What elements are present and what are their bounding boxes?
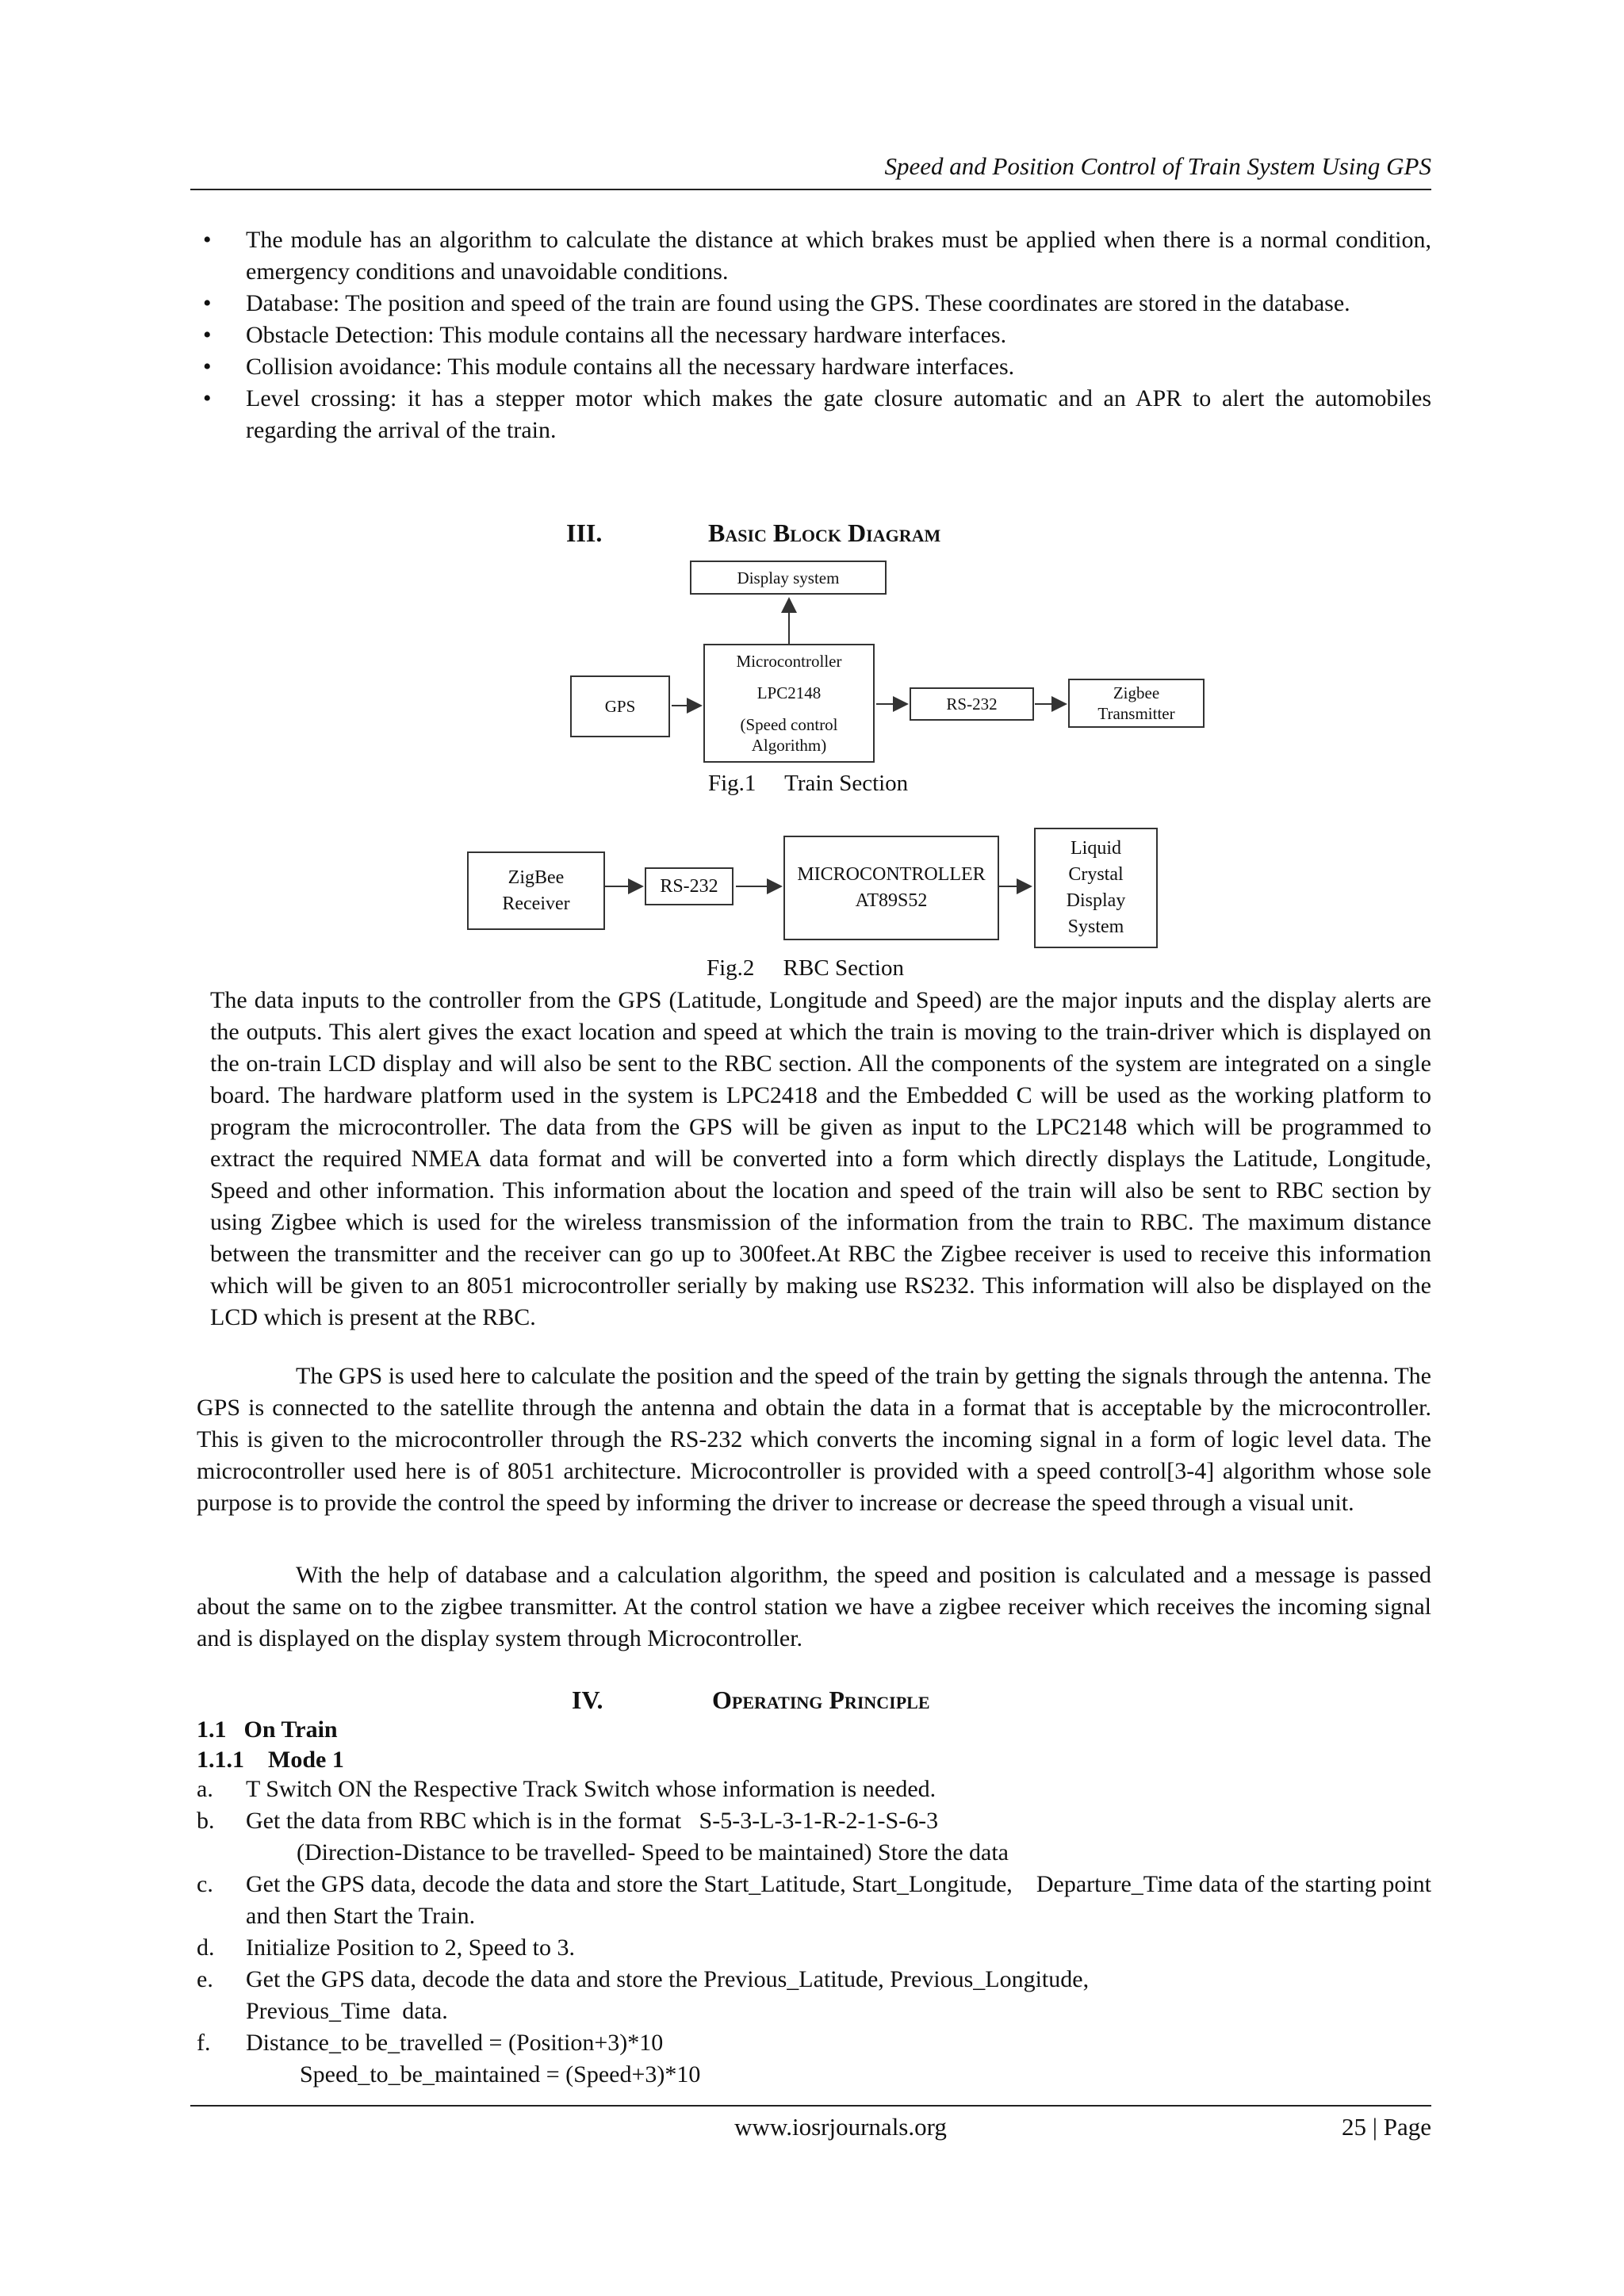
paragraph-calculation: With the help of database and a calculation algorithm, the speed and position is calculated and a message is passed about the same on to the zigbee transmitter. At the control station we have a zigbee receiver which receives the incoming signal and is displayed on the display system through Microcontroller.	[197, 1562, 1431, 1651]
step-item: c. Get the GPS data, decode the data and store the Start_Latitude, Start_Longitude, Departure_Time data of the starting point and then Start the Train.	[197, 1871, 1438, 1929]
mode1-steps-list	[197, 1774, 1438, 2091]
step-item: d. Initialize Position to 2, Speed to 3.	[197, 1934, 575, 1961]
bullet-item: • Collision avoidance: This module contains all the necessary hardware interfaces.	[198, 351, 1431, 383]
bullet-item: • Obstacle Detection: This module contains all the necessary hardware interfaces.	[198, 320, 1431, 351]
subsubsection-heading: 1.1.1 Mode 1	[197, 1747, 344, 1773]
bullet-item: • Database: The position and speed of the train are found using the GPS. These coordinates are stored in the database.	[198, 288, 1431, 320]
section-title: Operating Principle	[712, 1686, 930, 1714]
paragraph-gps-description: The GPS is used here to calculate the position and the speed of the train by getting the signals through the antenna. The GPS is connected to the satellite through the antenna and obtain the data in a format that is acceptable by the microcontroller. This is given to the microcontroller through the RS-232 which converts the incoming signal in a form of logic level data. The microcontroller used here is of 8051 architecture. Microcontroller is provided with a speed control[3-4] algorithm whose sole purpose is to provide the control the speed by informing the driver to increase or decrease the speed through a visual unit.	[197, 1363, 1431, 1516]
step-item: f. Distance_to be_travelled = (Position+3)*10 Speed_to_be_maintained = (Speed+3)*10	[197, 2030, 701, 2087]
bullet-item: • Level crossing: it has a stepper motor which makes the gate closure automatic and an APR to alert the automobiles regarding the arrival of the train.	[198, 383, 1431, 446]
microcontroller-lpc2148-block: Microcontroller LPC2148 (Speed control Algorithm)	[703, 644, 875, 763]
paragraph-system-overview: The data inputs to the controller from the GPS (Latitude, Longitude and Speed) are the major inputs and the display alerts are the outputs. This alert gives the exact location and speed at which the train is moving to the train-driver which is displayed on the on-train LCD display and will also be sent to the RBC section. All the components of the system are integrated on a single board. The hardware platform used in the system is LPC2418 and the Embedded C will be used as the working platform to program the microcontroller. The data from the GPS will be given as input to the LPC2148 which will be programmed to extract the required NMEA data format and will be converted into a form which directly displays the Latitude, Longitude, Speed and other information. This information about the location and speed of the train will also be sent to RBC section by using Zigbee which is used for the wireless transmission of the information from the train to RBC. The maximum distance between the transmitter and the receiver can go up to 300feet.At RBC the Zigbee receiver is used to receive this information which will be given to an 8051 microcontroller serially by making use RS232. This information will also be displayed on the LCD which is present at the RBC.	[210, 987, 1431, 1330]
bullet-dot-icon: •	[203, 354, 212, 380]
running-header: Speed and Position Control of Train System Using GPS	[884, 152, 1431, 180]
lcd-system-block: Liquid Crystal Display System	[1034, 828, 1158, 948]
section-number: IV.	[572, 1686, 603, 1714]
step-item: b. Get the data from RBC which is in the format S-5-3-L-3-1-R-2-1-S-6-3 (Direction-Distance to be travelled- Speed to be maintained) Store the data	[197, 1808, 1009, 1866]
step-item: a. T Switch ON the Respective Track Switch whose information is needed.	[197, 1776, 936, 1802]
bullet-dot-icon: •	[203, 227, 212, 253]
display-system-block: Display system	[690, 561, 887, 595]
rs232-block: RS-232	[910, 687, 1034, 721]
gps-block: GPS	[570, 675, 670, 737]
bullet-dot-icon: •	[203, 385, 212, 411]
footer-rule	[190, 2105, 1431, 2107]
rs232-block: RS-232	[645, 867, 733, 905]
step-item: e. Get the GPS data, decode the data and store the Previous_Latitude, Previous_Longitude, Previous_Time data.	[197, 1966, 1090, 2024]
bullet-dot-icon: •	[203, 290, 212, 316]
fig1-caption: Fig.1 Train Section	[708, 771, 909, 796]
microcontroller-at89s52-block: MICROCONTROLLER AT89S52	[783, 836, 999, 940]
zigbee-transmitter-block: Zigbee Transmitter	[1068, 679, 1205, 728]
subsection-heading: 1.1 On Train	[197, 1716, 338, 1743]
footer-url: www.iosrjournals.org	[734, 2113, 947, 2141]
section-title: Basic Block Diagram	[708, 519, 941, 547]
bullet-dot-icon: •	[203, 322, 212, 348]
section-number: III.	[566, 519, 603, 547]
page-number: 25 | Page	[1342, 2113, 1431, 2141]
fig2-caption: Fig.2 RBC Section	[707, 955, 904, 981]
bullet-item: • The module has an algorithm to calculate the distance at which brakes must be applied when there is a normal condition, emergency conditions and unavoidable conditions.	[198, 224, 1431, 288]
zigbee-receiver-block: ZigBee Receiver	[467, 851, 605, 930]
